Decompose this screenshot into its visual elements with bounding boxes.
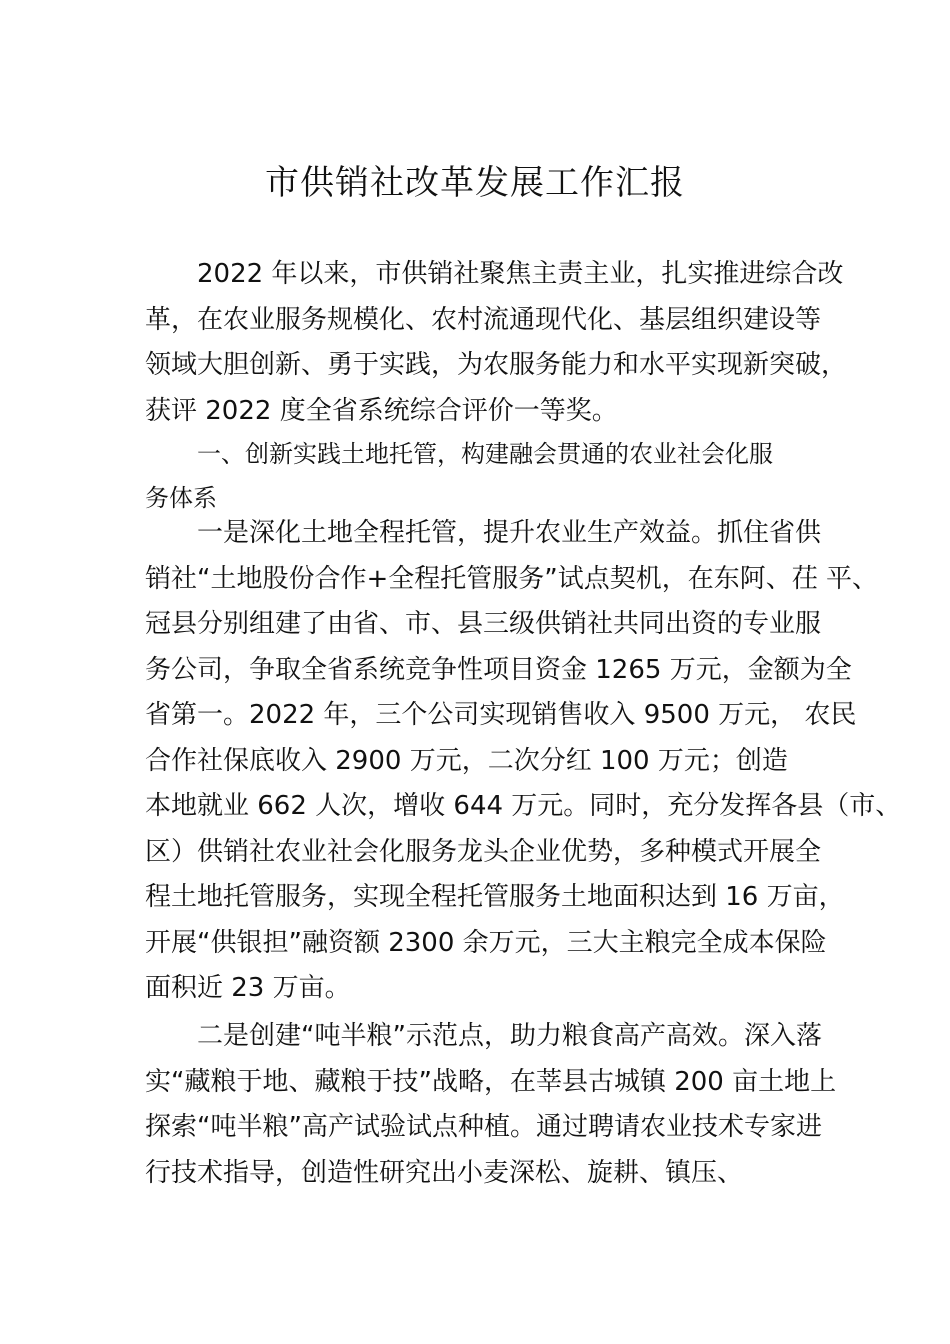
document-title: 市供销社改革发展工作汇报 <box>265 163 685 203</box>
paragraph-line: 合作社保底收入 2900 万元，二次分红 100 万元；创造 <box>145 745 788 776</box>
paragraph-point-1 <box>145 511 902 1012</box>
section-heading <box>145 432 815 520</box>
paragraph-intro <box>145 252 848 434</box>
paragraph-line: 2022 年以来，市供销社聚焦主责主业，扎实推进综合改 <box>197 259 844 289</box>
paragraph-line: 行技术指导，创造性研究出小麦深松、旋耕、镇压、 <box>145 1157 744 1188</box>
paragraph-line: 一是深化土地全程托管，提升农业生产效益。抓住省供 <box>197 518 822 548</box>
paragraph-line: 实“藏粮于地、藏粮于技”战略，在莘县古城镇 200 亩土地上 <box>145 1066 837 1097</box>
section-heading-line: 一、创新实践土地托管，构建融会贯通的农业社会化服 <box>197 440 773 468</box>
paragraph-line: 探索“吨半粮”高产试验试点种植。通过聘请农业技术专家进 <box>145 1112 822 1142</box>
paragraph-line: 获评 2022 度全省系统综合评价一等奖。 <box>145 395 618 426</box>
paragraph-line: 革，在农业服务规模化、农村流通现代化、基层组织建设等 <box>145 304 822 335</box>
paragraph-line: 冠县分别组建了由省、市、县三级供销社共同出资的专业服 <box>145 609 822 639</box>
paragraph-line: 本地就业 662 人次，增收 644 万元。同时，充分发挥各县（市、 <box>145 791 902 821</box>
section-heading-line: 务体系 <box>145 484 217 512</box>
paragraph-line: 领域大胆创新、勇于实践，为农服务能力和水平实现新突破， <box>145 350 848 380</box>
paragraph-line: 开展“供银担”融资额 2300 余万元，三大主粮完全成本保险 <box>145 927 827 958</box>
paragraph-point-2 <box>145 1014 837 1196</box>
paragraph-line: 面积近 23 万亩。 <box>145 973 351 1003</box>
paragraph-line: 二是创建“吨半粮”示范点，助力粮食高产高效。深入落 <box>197 1021 822 1051</box>
paragraph-line: 销社“土地股份合作+全程托管服务”试点契机，在东阿、茌 平、 <box>145 563 878 594</box>
paragraph-line: 省第一。2022 年，三个公司实现销售收入 9500 万元， 农民 <box>145 700 857 730</box>
paragraph-line: 程土地托管服务，实现全程托管服务土地面积达到 16 万亩， <box>145 882 845 912</box>
paragraph-line: 区）供销社农业社会化服务龙头企业优势，多种模式开展全 <box>145 836 822 867</box>
paragraph-line: 务公司，争取全省系统竞争性项目资金 1265 万元，金额为全 <box>145 654 852 685</box>
